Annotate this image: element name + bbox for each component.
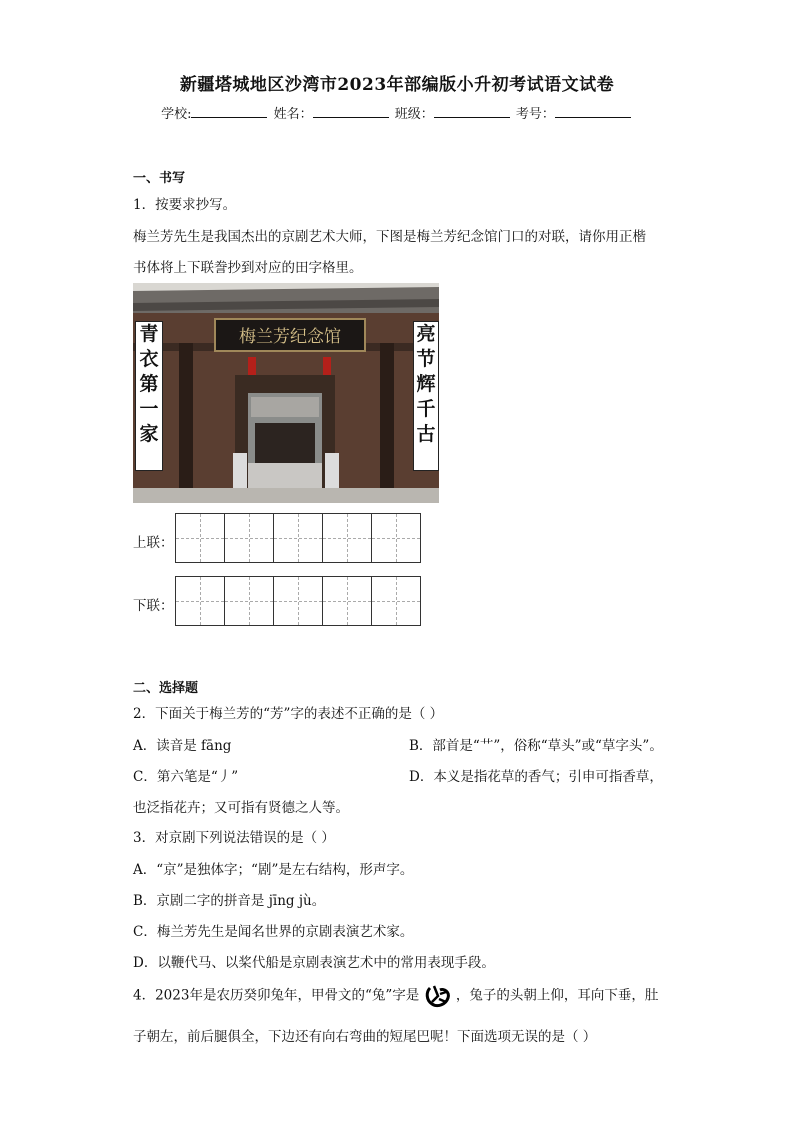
q3-option-c[interactable]: C．梅兰芳先生是闻名世界的京剧表演艺术家。 [133,924,414,940]
q4-stem-line1 [133,982,658,1010]
couplet-char: 家 [139,423,159,445]
section2-heading: 二、选择题 [133,681,199,696]
q3-option-b[interactable]: B．京剧二字的拼音是 jīng jù。 [133,893,326,909]
number-label: 考号： [515,107,555,122]
q2-stem: 2．下面关于梅兰芳的“芳”字的表述不正确的是（ ） [133,706,444,722]
upper-couplet-grid[interactable] [175,513,421,563]
student-info-line [0,103,794,122]
couplet-right [413,321,439,471]
grid-cell[interactable] [224,577,273,625]
q2-option-d[interactable]: D．本义是指花草的香气；引申可指香草， [409,769,663,785]
q2-option-c[interactable]: C．第六笔是“丿” [133,769,239,785]
grid-cell[interactable] [175,577,224,625]
lower-couplet-label: 下联： [133,598,174,614]
class-blank[interactable] [434,105,510,118]
q3-stem: 3．对京剧下列说法错误的是（ ） [133,830,335,846]
couplet-char: 青 [139,323,159,345]
q4-stem-line2: 子朝左，前后腿俱全，下边还有向右弯曲的短尾巴呢！下面选项无误的是（ ） [133,1029,597,1045]
number-blank[interactable] [555,105,631,118]
couplet-left [135,321,163,471]
class-label: 班级： [394,107,434,122]
q4-stem-part1: 4．2023年是农历癸卯兔年，甲骨文的“兔”字是 [133,987,420,1004]
q2-option-d-cont: 也泛指花卉；又可指有贤德之人等。 [133,800,349,816]
grid-cell[interactable] [371,577,420,625]
couplet-char: 衣 [139,348,159,370]
grid-cell[interactable] [224,514,273,562]
plaque-text: 梅兰芳纪念馆 [239,327,341,347]
section1-heading: 一、书写 [133,171,186,186]
grid-cell[interactable] [371,514,420,562]
couplet-char: 辉 [416,373,436,395]
couplet-char: 第 [139,373,159,395]
couplet-char: 一 [139,398,159,420]
grid-cell[interactable] [273,514,322,562]
couplet-char: 亮 [416,323,436,345]
couplet-char: 节 [416,348,436,370]
q4-stem-part2: ，兔子的头朝上仰，耳向下垂，肚 [455,987,659,1004]
q1-text-line2: 书体将上下联誊抄到对应的田字格里。 [133,260,363,276]
grid-cell[interactable] [273,577,322,625]
q1-label: 1．按要求抄写。 [133,197,237,213]
name-label: 姓名： [273,107,313,122]
name-blank[interactable] [313,105,389,118]
school-blank[interactable] [191,105,267,118]
upper-couplet-label: 上联： [133,535,174,551]
q3-option-d[interactable]: D．以鞭代马、以桨代船是京剧表演艺术中的常用表现手段。 [133,955,495,971]
q2-option-b[interactable]: B．部首是“艹”，俗称“草头”或“草字头”。 [409,738,663,754]
q3-option-a[interactable]: A．“京”是独体字；“剧”是左右结构，形声字。 [133,862,414,878]
couplet-char: 千 [416,398,436,420]
grid-cell[interactable] [322,577,371,625]
oracle-rabbit-icon [424,982,452,1010]
lower-couplet-grid[interactable] [175,576,421,626]
gate-illustration [133,283,439,503]
page-title: 新疆塔城地区沙湾市2023年部编版小升初考试语文试卷 [179,75,615,95]
q2-option-a[interactable]: A．读音是 fāng [133,738,232,754]
q1-text-line1: 梅兰芳先生是我国杰出的京剧艺术大师，下图是梅兰芳纪念馆门口的对联，请你用正楷 [133,229,646,245]
grid-cell[interactable] [322,514,371,562]
couplet-char: 古 [416,423,436,445]
memorial-gate-photo [133,283,439,503]
grid-cell[interactable] [175,514,224,562]
school-label: 学校: [161,107,192,122]
